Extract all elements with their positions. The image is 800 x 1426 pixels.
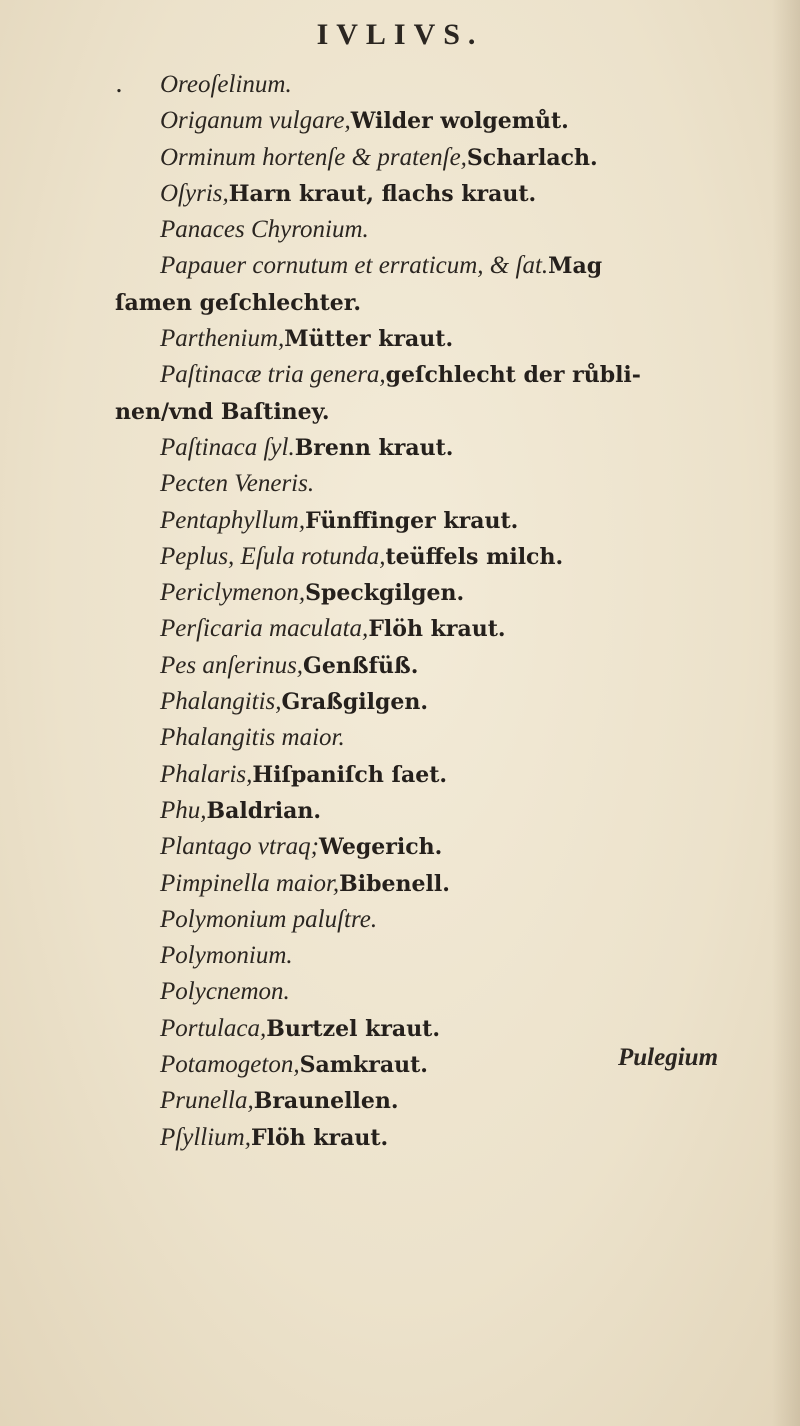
latin-plant-name: Oreoſelinum. [160, 71, 292, 98]
german-plant-name: Graßgilgen. [281, 689, 429, 716]
german-plant-name: Wegerich. [319, 834, 443, 861]
latin-plant-name: Prunella, [160, 1087, 254, 1115]
latin-plant-name: Origanum vulgare, [160, 107, 351, 135]
latin-plant-name: Plantago vtraq; [160, 833, 320, 861]
glossary-entry [0, 538, 800, 574]
glossary-entry [0, 356, 800, 392]
glossary-entry [0, 1010, 800, 1046]
glossary-entry [0, 683, 800, 719]
latin-plant-name: Polycnemon. [160, 978, 290, 1006]
latin-plant-name: Peplus, Eſula rotunda, [160, 542, 386, 570]
latin-plant-name: Potamogeton, [160, 1051, 300, 1079]
german-plant-name: Samkraut. [299, 1052, 428, 1079]
catchword: Pulegium [618, 1044, 719, 1071]
glossary-entry [0, 828, 800, 864]
glossary-entry [0, 102, 800, 138]
latin-plant-name: Phalangitis, [160, 688, 282, 716]
latin-plant-name: Papauer cornutum et erraticum, & ſat. [160, 252, 549, 280]
glossary-entry [0, 1119, 800, 1155]
latin-plant-name: Parthenium, [160, 325, 285, 353]
latin-plant-name: Paſtinacæ tria genera, [160, 361, 386, 389]
glossary-entry [0, 719, 800, 755]
glossary-entry [0, 139, 800, 175]
glossary-entry-continuation [0, 393, 800, 429]
german-plant-name: teüffels milch. [385, 543, 564, 570]
latin-plant-name: Phalaris, [160, 760, 253, 788]
german-plant-name: Scharlach. [466, 144, 598, 171]
german-plant-name: Harn kraut, flachs kraut. [228, 180, 537, 207]
latin-plant-name: Polymonium paluſtre. [160, 905, 378, 933]
glossary-entry [0, 973, 800, 1009]
german-plant-name: Wilder wolgemůt. [350, 108, 569, 135]
glossary-entry [0, 320, 800, 356]
glossary-entry [0, 647, 800, 683]
glossary-entry [0, 211, 800, 247]
german-plant-name: Hiſpaniſch ſaet. [252, 761, 448, 788]
german-plant-name: Baldrian. [206, 797, 321, 824]
german-plant-name: ſamen geſchlechter. [115, 289, 362, 316]
german-plant-name: Flöh kraut. [250, 1124, 389, 1151]
latin-plant-name: Pecten Veneris. [160, 470, 315, 498]
latin-plant-name: Pentaphyllum, [160, 506, 306, 534]
german-plant-name: Speckgilgen. [305, 580, 465, 607]
glossary-entry [0, 502, 800, 538]
german-plant-name: Fünffinger kraut. [305, 507, 519, 534]
glossary-entry [0, 429, 800, 465]
glossary-entry [0, 937, 800, 973]
german-plant-name: nen/vnd Baſtiney. [115, 398, 330, 425]
glossary-entry [0, 756, 800, 792]
german-plant-name: Flöh kraut. [368, 616, 506, 643]
latin-plant-name: Pſyllium, [160, 1123, 251, 1151]
german-plant-name: Bibenell. [339, 870, 450, 897]
latin-plant-name: Portulaca, [160, 1014, 267, 1042]
glossary-entry [0, 865, 800, 901]
german-plant-name: Mag [548, 253, 603, 280]
latin-plant-name: Phu, [160, 796, 207, 824]
latin-plant-name: Panaces Chyronium. [160, 216, 369, 244]
german-plant-name: geſchlecht der růbli- [385, 362, 641, 389]
german-plant-name: Mütter kraut. [284, 326, 454, 353]
german-plant-name: Burtzel kraut. [266, 1015, 441, 1042]
glossary-list [0, 66, 800, 1155]
glossary-entry [0, 792, 800, 828]
entry-mark: . [115, 69, 123, 98]
running-head: IVLIVS. [316, 18, 484, 51]
german-plant-name: Genßfüß. [303, 652, 419, 679]
latin-plant-name: Pimpinella maior, [160, 869, 340, 897]
latin-plant-name: Orminum hortenſe & pratenſe, [160, 143, 467, 171]
glossary-entry [0, 610, 800, 646]
latin-plant-name: Oſyris, [160, 179, 229, 207]
glossary-entry [0, 1082, 800, 1118]
latin-plant-name: Polymonium. [160, 942, 293, 970]
latin-plant-name: Paſtinaca ſyl. [160, 433, 295, 461]
glossary-entry [0, 465, 800, 501]
latin-plant-name: Perſicaria maculata, [160, 615, 369, 643]
glossary-entry [0, 66, 800, 102]
glossary-entry [0, 574, 800, 610]
german-plant-name: Braunellen. [253, 1088, 399, 1115]
german-plant-name: Brenn kraut. [294, 434, 454, 461]
latin-plant-name: Phalangitis maior. [160, 724, 345, 752]
latin-plant-name: Pes anſerinus, [160, 651, 304, 679]
glossary-entry-continuation [0, 284, 800, 320]
glossary-entry [0, 901, 800, 937]
glossary-entry [0, 247, 800, 283]
latin-plant-name: Periclymenon, [160, 579, 306, 607]
glossary-entry [0, 175, 800, 211]
